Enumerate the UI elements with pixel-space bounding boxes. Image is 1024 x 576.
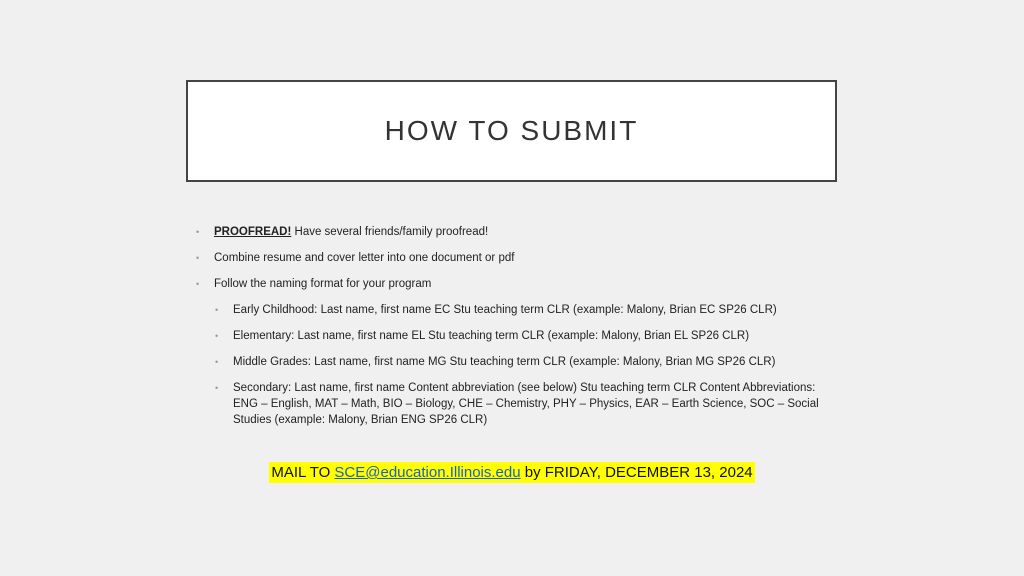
sub-bullet-early-childhood: • Early Childhood: Last name, first name EC Stu teaching term CLR (example: Malony, Brian EC SP26 CLR)	[215, 302, 836, 318]
mail-highlight	[269, 462, 754, 483]
mail-deadline: by FRIDAY, DECEMBER 13, 2024	[520, 464, 753, 481]
sub-bullet-secondary: • Secondary: Last name, first name Content abbreviation (see below) Stu teaching term CLR Content Abbreviations: ENG – English, MAT – Math, BIO – Biology, CHE – Chemistry, PHY – Physics, EAR – Earth Science, SOC – Social Studies (example: Malony, Brian ENG SP26 CLR)	[215, 380, 836, 428]
proofread-text: Have several friends/family proofread!	[291, 226, 489, 238]
mail-instruction	[0, 464, 1024, 481]
proofread-label: PROOFREAD!	[214, 226, 292, 238]
title-box	[186, 80, 837, 182]
mail-prefix: MAIL TO	[271, 464, 335, 481]
bullet-list	[196, 224, 836, 438]
sub-bullet-elementary: • Elementary: Last name, first name EL Stu teaching term CLR (example: Malony, Brian EL SP26 CLR)	[215, 328, 836, 344]
bullet-proofread	[196, 224, 836, 240]
sub-bullet-list	[215, 302, 836, 428]
slide-title: HOW TO SUBMIT	[384, 115, 639, 146]
bullet-combine: • Combine resume and cover letter into one document or pdf	[196, 250, 836, 266]
bullet-naming-format: • Follow the naming format for your program	[196, 276, 836, 292]
sub-bullet-middle-grades: • Middle Grades: Last name, first name MG Stu teaching term CLR (example: Malony, Brian MG SP26 CLR)	[215, 354, 836, 370]
email-link[interactable]: SCE@education.Illinois.edu	[334, 464, 521, 481]
